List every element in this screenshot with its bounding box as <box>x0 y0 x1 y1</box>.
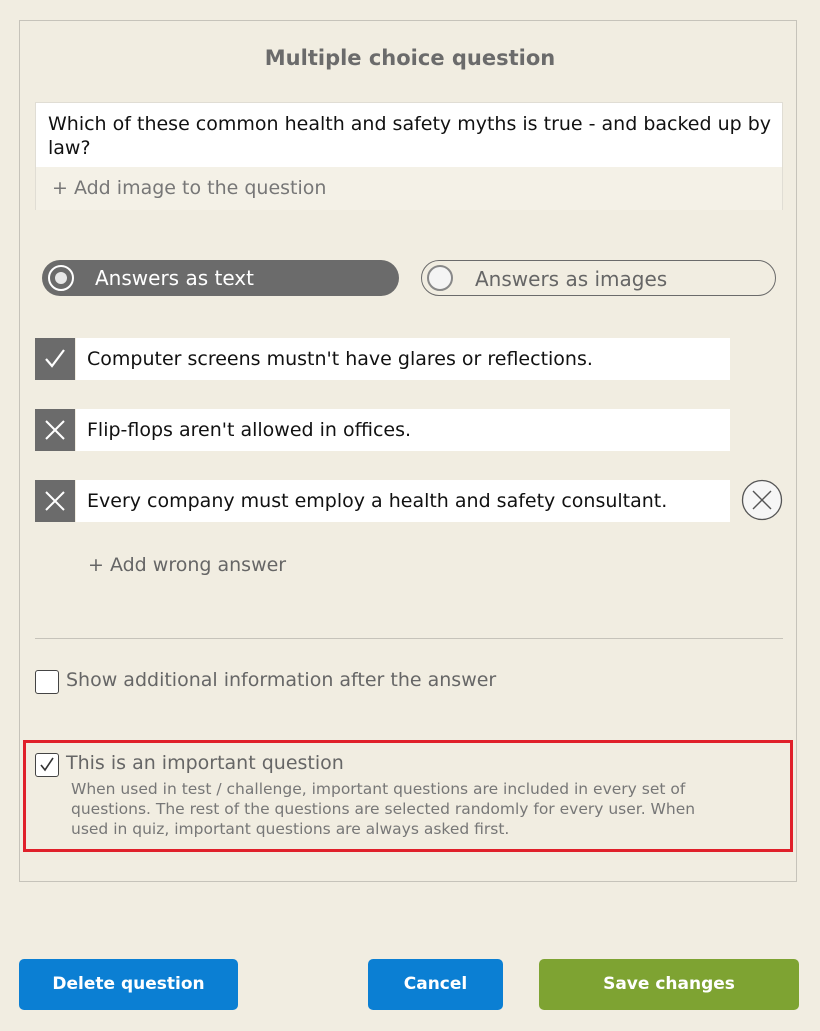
add-wrong-answer-button[interactable]: + Add wrong answer <box>88 554 287 576</box>
close-circle-icon <box>741 479 783 521</box>
answer-text-field[interactable]: Flip-flops aren't allowed in offices. <box>76 409 730 451</box>
additional-info-label: Show additional information after the answer <box>66 669 497 691</box>
additional-info-checkbox[interactable] <box>35 670 59 694</box>
check-icon <box>43 347 67 371</box>
important-question-help <box>71 779 771 839</box>
checkmark-icon <box>38 756 56 774</box>
help-line: used in quiz, important questions are always asked first. <box>71 820 510 838</box>
question-box[interactable] <box>35 102 783 210</box>
help-line: When used in test / challenge, important questions are included in every set of <box>71 780 686 798</box>
divider <box>35 638 783 639</box>
remove-answer-button[interactable] <box>741 479 783 521</box>
important-question-checkbox[interactable] <box>35 753 59 777</box>
answer-text-field[interactable]: Every company must employ a health and safety consultant. <box>76 480 730 522</box>
wrong-answer-toggle[interactable] <box>35 480 75 522</box>
cancel-button[interactable]: Cancel <box>368 959 503 1010</box>
radio-selected-icon <box>48 265 74 291</box>
answers-as-text-label: Answers as text <box>95 266 254 290</box>
important-question-label: This is an important question <box>66 752 344 774</box>
help-line: questions. The rest of the questions are selected randomly for every user. When <box>71 800 696 818</box>
answers-as-images-label: Answers as images <box>475 267 668 291</box>
correct-answer-toggle[interactable] <box>35 338 75 380</box>
wrong-answer-toggle[interactable] <box>35 409 75 451</box>
page-title: Multiple choice question <box>264 46 556 70</box>
add-image-button[interactable]: + Add image to the question <box>36 167 782 210</box>
answers-as-text-toggle[interactable] <box>42 260 399 296</box>
question-text-field[interactable]: Which of these common health and safety myths is true - and backed up by law? <box>48 113 772 159</box>
answer-text-field[interactable]: Computer screens mustn't have glares or reflections. <box>76 338 730 380</box>
cross-icon <box>43 489 67 513</box>
cross-icon <box>43 418 67 442</box>
answers-as-images-toggle[interactable] <box>421 260 776 296</box>
radio-unselected-icon <box>427 265 453 291</box>
delete-question-button[interactable]: Delete question <box>19 959 238 1010</box>
save-changes-button[interactable]: Save changes <box>539 959 799 1010</box>
